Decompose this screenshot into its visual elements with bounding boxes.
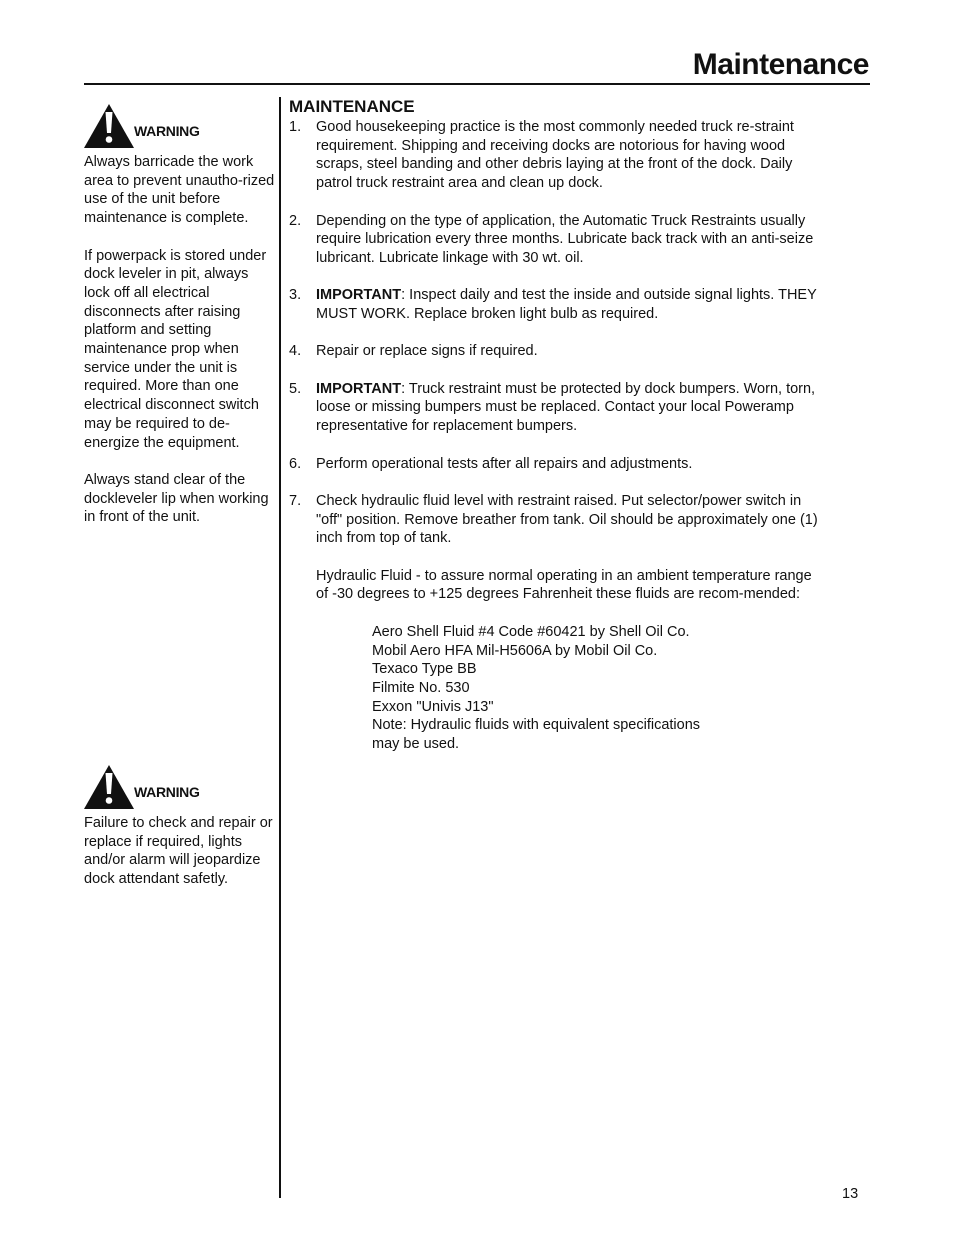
column-divider	[279, 97, 281, 1198]
item-text: Check hydraulic fluid level with restraint raised. Put selector/power switch in "off" position. Remove breather from tank. Oil should be approximately one (1) inch from top of tank.	[316, 492, 818, 547]
important-label: IMPORTANT	[316, 380, 402, 397]
list-item	[289, 492, 824, 754]
list-item	[289, 455, 824, 474]
item-number: 4.	[289, 343, 302, 360]
item-number: 6.	[289, 455, 302, 472]
warning-header	[84, 764, 276, 814]
item-number: 1.	[289, 119, 302, 135]
warning-text: Always stand clear of the dockleveler lip when working in front of the unit.	[84, 471, 269, 526]
item-number: 7.	[289, 492, 302, 509]
item-text: Depending on the type of application, the Automatic Truck Restraints usually require lubrication every three months. Lubricate back track with an anti-seize lubricant. Lubricate linkage with 30 wt. oil.	[316, 212, 814, 266]
warning-label: WARNING	[134, 784, 200, 800]
fluid-item: Aero Shell Fluid #4 Code #60421 by Shell Oil Co.	[372, 623, 690, 640]
warning-text: Always barricade the work area to prevent unautho-rized use of the unit before maintenance is complete.	[84, 154, 275, 227]
fluid-item: Filmite No. 530	[372, 679, 470, 696]
important-label: IMPORTANT	[316, 287, 402, 304]
fluid-item: Texaco Type BB	[372, 661, 477, 678]
title-rule	[84, 83, 870, 85]
warning-triangle-icon	[84, 764, 136, 810]
maintenance-section	[289, 97, 824, 772]
warning-header	[84, 103, 276, 153]
warning-text: If powerpack is stored under dock leveler in pit, always lock off all electrical disconnects after raising platform and setting maintenance prop when service under the unit is required. More than one electrical disconnect switch may be required to de-energize the equipment.	[84, 247, 267, 451]
warning-block-1	[84, 103, 276, 546]
item-text: : Inspect daily and test the inside and outside signal lights. THEY MUST WORK. Replace broken light bulb as required.	[316, 287, 817, 322]
fluid-note: Note: Hydraulic fluids with equivalent specifications may be used.	[372, 717, 701, 753]
item-text: : Truck restraint must be protected by dock bumpers. Worn, torn, loose or missing bumpers must be replaced. Contact your local Poweramp representative for replacement bumpers.	[316, 380, 816, 435]
list-item	[289, 118, 824, 193]
item-number: 2.	[289, 212, 302, 229]
list-item	[289, 286, 824, 323]
warning-triangle-icon	[84, 103, 136, 149]
fluid-item: Mobil Aero HFA Mil-H5606A by Mobil Oil Co.	[372, 642, 658, 659]
warning-text: Failure to check and repair or replace if required, lights and/or alarm will jeopardize dock attendant safetly.	[84, 815, 273, 888]
list-item	[289, 342, 824, 361]
fluid-list	[316, 623, 824, 754]
page-number: 13	[842, 1186, 859, 1202]
list-item	[289, 212, 824, 268]
warning-label: WARNING	[134, 123, 200, 139]
fluid-item: Exxon "Univis J13"	[372, 698, 494, 715]
section-heading: MAINTENANCE	[289, 97, 415, 116]
page-title: Maintenance	[692, 48, 869, 81]
item-text: Repair or replace signs if required.	[316, 343, 538, 360]
item-text: Perform operational tests after all repairs and adjustments.	[316, 455, 693, 472]
hydraulic-fluid-text: Hydraulic Fluid - to assure normal operating in an ambient temperature range of -30 degrees to +125 degrees Fahrenheit these fluids are recom-mended:	[316, 567, 812, 603]
list-item	[289, 380, 824, 436]
item-text: Good housekeeping practice is the most commonly needed truck re-straint requirement. Shipping and receiving docks are notorious for having wood scraps, steel banding and other debris laying at the front of the dock. Daily patrol truck restraint area and clean up dock.	[316, 119, 794, 192]
warning-block-2	[84, 764, 276, 908]
item-number: 3.	[289, 287, 302, 304]
item-number: 5.	[289, 380, 302, 397]
